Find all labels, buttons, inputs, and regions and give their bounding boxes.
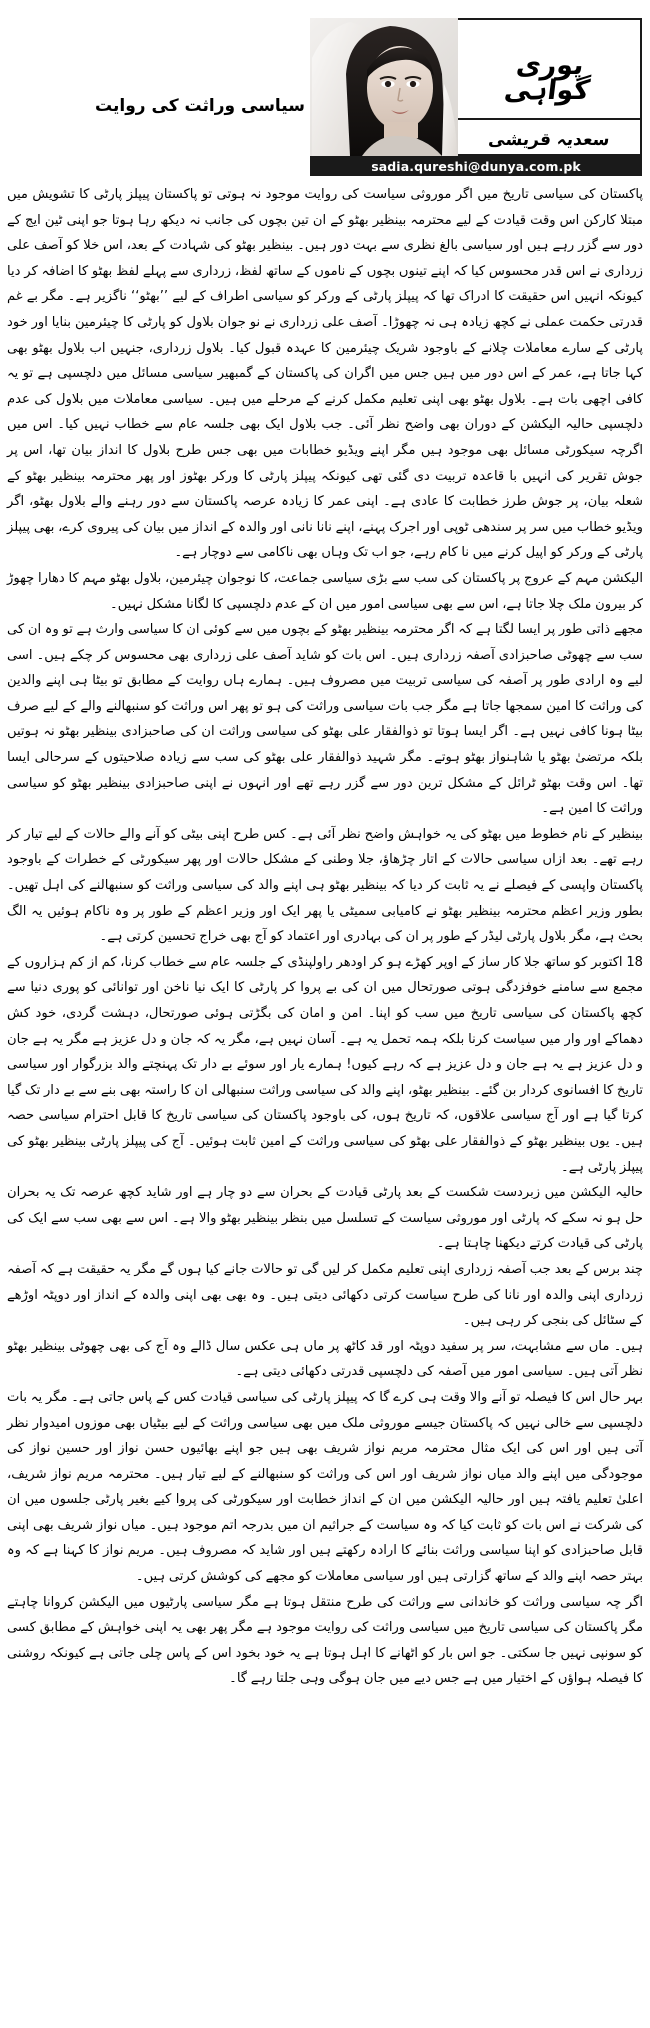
article-paragraph: ہیں۔ ماں سے مشابہت، سر پر سفید دوپٹہ اور قد کاٹھ پر ماں ہی عکس سال ڈالے وہ آج کی بھی چھوٹی بینظیر بھٹو نظر آتی ہیں۔ سیاسی امور میں آصفہ کی دلچسپی قدرتی دکھائی دیتی ہے۔ — [7, 1338, 643, 1380]
masthead-inner — [310, 18, 642, 156]
page-title: سیاسی وراثت کی روایت — [95, 96, 305, 116]
article-paragraph: پاکستان کی سیاسی تاریخ میں اگر موروثی سیاست کی روایت موجود نہ ہوتی تو پاکستان پیپلز پارٹی کا تشویش میں مبتلا کارکن اس وقت قیادت کے لیے محترمہ بینظیر بھٹو کے ان تین بچوں کی جانب نہ دیکھ رہا ہوتا جو اپنی ٹین ایج کے دور سے گزر رہے ہیں اور سیاسی بالغ نظری سے بہت دور ہیں۔ بینظیر بھٹو کی شہادت کے بعد، اس خلا کو آصف علی زرداری نے اس قدر محسوس کیا کہ اپنے تینوں بچوں کے ناموں کے ساتھ لفظ، زرداری سے پہلے لفظ بھٹو کا اضافہ کر دیا کیونکہ انہیں اس حقیقت کا ادراک تھا کہ پیپلز پارٹی کے ورکر کو سیاسی اطراف کے لیے ’’بھٹو‘‘ ناگزیر ہے۔ مگر بے غم قدرتی حکمت عملی نے کچھ زیادہ ہی نہ چھوڑا۔ آصف علی زرداری نے نو جوان بلاول کو پارٹی کا چیئرمین بنایا اور خود پارٹی کے سارے معاملات چلانے کے باوجود شریک چیئرمین کا عہدہ قبول کیا۔ بلاول زرداری، جنہیں اب بلاول بھٹو بھی کہا جاتا ہے، عمر کے اس دور میں ہیں جس میں اگران کی پاکستان کے گمبھیر سیاسی مسائل میں دلچسپی ہے تو یہ کافی اچھی بات ہے۔ بلاول بھٹو بھی اپنی تعلیم مکمل کرنے کے مرحلے میں ہیں۔ سیاسی معاملات میں بلاول کی عدم دلچسپی حالیہ الیکشن کے دوران بھی واضح نظر آئی۔ جب بلاول ایک بھی جلسہ عام سے خطاب نہیں کیا۔ اس میں اگرچہ سیکورٹی مسائل بھی موجود ہیں مگر اپنے ویڈیو خطابات میں بھی جس طرح بلاول کا انداز بیان تھا، اس پر جوش تقریر کی انہیں با قاعدہ تربیت دی گئی تھی کیونکہ پیپلز پارٹی کا ورکر بھٹوز اور پھر محترمہ بینظیر بھٹو کے شعلہ بیان، پر جوش طرز خطابت کا عادی ہے۔ اپنی عمر کا زیادہ عرصہ پاکستان سے دور رہنے والے بلاول بھٹو، اگر ویڈیو خطاب میں سر پر سندھی ٹوپی اور اجرک پہنے، اپنے نانا نانی اور والدہ کے انداز میں بیان کی پیروی کرے، بھی پیپلز پارٹی کے ورکر کو اپیل کرنے میں نا کام رہے، جو اب تک وہاں بھی ناکامی سے دوچار ہے۔ — [7, 187, 643, 561]
column-logo-wordmark — [503, 52, 594, 104]
logo-divider-rule — [458, 118, 640, 120]
column-logo-line-1: پوری — [514, 50, 587, 81]
article-body — [0, 176, 650, 1702]
column-logo-box — [458, 18, 642, 156]
author-name: سعدیہ قریشی — [487, 130, 611, 150]
article-paragraph: چند برس کے بعد جب آصفہ زرداری اپنی تعلیم مکمل کر لیں گی تو حالات جانے کیا ہوں گے مگر یہ حقیقت ہے کہ آصفہ زرداری اپنی والدہ اور نانا کی طرح سیاست کرتی دکھائی دیتی ہیں۔ وہ بھی بھی اپنی والدہ کے انداز اور دوپٹہ اوڑھے کے سٹائل کی بنجی کر رہی ہیں۔ — [7, 1261, 643, 1329]
article-paragraph: حالیہ الیکشن میں زبردست شکست کے بعد پارٹی قیادت کے بحران سے دو چار ہے اور شاید کچھ عرصہ تک یہ بحران حل ہو نہ سکے کہ پارٹی اور موروثی سیاست کے تسلسل میں بنظر بینظیر بھٹو والا ہے۔ اس سے بھی سب سے ایک کی پارٹی کی قیادت کرتے دیکھنا چاہتا ہے۔ — [7, 1185, 643, 1252]
article-header — [0, 0, 650, 176]
column-logo-line-2: گواہی — [503, 74, 592, 106]
author-email-text: sadia.qureshi@dunya.com.pk — [371, 158, 581, 174]
article-paragraph: 18 اکتوبر کو ساتھ جلا کار ساز کے اوپر کھڑے ہو کر اودھر راولپنڈی کے جلسہ عام سے خطاب کرنا، کم از کم ہزاروں کے مجمع سے سامنے خوفزدگی ہوتی صورتحال میں ان کی بے پروا کر پارٹی کا ایک نیا ناخن اور توانائی کو پوری دنیا سے کچھ پاکستان کی سیاسی تاریخ میں سب کو اپنا۔ امن و امان کی بگڑتی ہوئی صورتحال، دہشت گردی، خود کش دھماکے اور وار میں سیاست کرنا بلکہ ہمہ تحمل یہ ہے۔ آسان نہیں ہے، مگر یہ کہ جان و دل عزیز ہے مگر یہ ہے جان و دل عزیز ہے یہ ہے جان و دل عزیز ہے کہ رہے کیوں! ہمارے یار اور سوئے بے دار تک پہنچتے والد بزرگوار اور سیاسی تاریخ کا افسانوی کردار بن گئے۔ بینظیر بھٹو، اپنے والد کی سیاسی وراثت سنبھالی ان کا راستہ بھی بنے سے بے دار تک گیا کرتا گیا ہے اور آج سیاسی علاقوں، کہ تاریخ ہوں، کی باوجود پاکستان کی سیاسی تاریخ کا قابل احترام سیاسی حصہ ہیں۔ یوں بینظیر بھٹو کے ذوالفقار علی بھٹو کی سیاسی وراثت کے امین ثابت ہوئیں۔ آج کی پیپلز پارٹی بینظیر بھٹو کی پیپلز پارٹی ہے۔ — [7, 954, 643, 1175]
article-paragraph: بینظیر کے نام خطوط میں بھٹو کی یہ خواہش واضح نظر آئی ہے۔ کس طرح اپنی بیٹی کو آنے والے حالات کے لیے تیار کر رہے تھے۔ بعد ازاں سیاسی حالات کے اتار چڑھاؤ، جلا وطنی کے مشکل حالات اور پھر سیکورٹی کے خطرات کے باوجود پاکستان واپسی کے فیصلے نے یہ ثابت کر دیا کہ بینظیر بھٹو ہی اپنے والد کی سیاسی وراثت کو سنبھالنے کی اہل تھیں۔ بطور وزیر اعظم محترمہ بینظیر بھٹو نے کامیابی سمیٹی یا پھر ایک اور وزیر اعظم کے طور پر وہ ناکام ہوئیں یہ الگ بحث ہے، مگر بلاول پارٹی لیڈر کے طور پر ان کی بہادری اور اعتماد کو آج بھی خراج تحسین کرتی ہے۔ — [7, 826, 643, 945]
author-email-banner[interactable] — [310, 156, 642, 176]
article-paragraph: مجھے ذاتی طور پر ایسا لگتا ہے کہ اگر محترمہ بینظیر بھٹو کے بچوں میں سے کوئی ان کا سیاسی وارث ہے تو وہ ان کی سب سے چھوٹی صاحبزادی آصفہ زرداری ہیں۔ اس بات کو شاید آصف علی زرداری بھی محسوس کر چکے ہیں۔ اسی لیے وہ ارادی طور پر آصفہ کی سیاسی تربیت میں مصروف ہیں۔ ہمارے ہاں روایت کے مطابق تو بیٹا ہی اپنے والدین کی وراثت کا امین سمجھا جاتا ہے مگر جب بات سیاسی وراثت کی ہو تو پھر اس وراثت کو سنبھالنے والے کے لیے صرف بیٹا ہونا کافی نہیں ہے۔ اگر ایسا ہوتا تو ذوالفقار علی بھٹو کی سیاسی وراثت ان کی صاحبزادی بینظیر بھٹو نہ ہوتیں بلکہ مرتضیٰ بھٹو یا شاہنواز بھٹو ہوتے۔ مگر شہید ذوالفقار علی بھٹو کی سب سے زیادہ صلاحیتوں کے سرحالی ایسا تھا۔ اس وقت بھٹو ٹرائل کے مشکل ترین دور سے گزر رہے تھے اور انہوں نے اپنی صاحبزادی بینظیر بھٹو کو سیاسی وراثت کا امین ہے۔ — [7, 622, 643, 817]
article-paragraph: اگر چہ سیاسی وراثت کو خاندانی سے وراثت کی طرح منتقل ہوتا ہے مگر سیاسی پارٹیوں میں الیکشن کروانا چاہتے مگر پاکستان کی سیاسی تاریخ میں سیاسی وراثت کی روایت موجود ہے مگر پھر بھی یہ اپنی خواہش کے مطابق کسی کو سونپی نہیں جا سکتی۔ جو اس بار کو اٹھانے کا اہل ہوتا ہے یہ خود بخود اس کے پاس چلی جاتی ہے کیونکہ روشنی کا فیصلہ ہواؤں کے اختیار میں ہے جس دیے میں جان ہوگی وہی جلتا رہے گا۔ — [7, 1594, 643, 1687]
column-masthead — [310, 18, 642, 176]
article-paragraph: بہر حال اس کا فیصلہ تو آنے والا وقت ہی کرے گا کہ پیپلز پارٹی کی سیاسی قیادت کس کے پاس جاتی ہے۔ مگر یہ بات دلچسپی سے خالی نہیں کہ پاکستان جیسے موروثی ملک میں بھی سیاسی وراثت کے لیے بیٹیاں بھی موزوں امیدوار نظر آتی ہیں اور اس کی ایک مثال محترمہ مریم نواز شریف بھی ہیں جو اپنے بھائیوں حسن نواز اور حسین نواز کی موجودگی میں اپنے والد میاں نواز شریف اور اس کی وراثت کو سنبھالنے کے لیے تیار ہیں۔ محترمہ مریم نواز شریف، اعلیٰ تعلیم یافتہ ہیں اور حالیہ الیکشن میں ان کے انداز خطابت اور سیکورٹی کی پروا کیے بغیر پارٹی جلسوں میں ان کی شرکت نے اس بات کو ثابت کیا کہ وہ سیاست کے جراثیم ان میں بدرجہ اتم موجود ہیں۔ میاں نواز شریف بھی اپنی قابل صاحبزادی کو اپنا سیاسی وراثت بنائے کا ارادہ رکھتے ہیں اور شاید کہ مصروف ہیں۔ مریم نواز کا کہنا ہے کہ وہ بہتر حصہ اپنے والد کے ساتھ گزارتی ہیں اور سیاسی معاملات کو مجھے کی کوشش کرتی ہیں۔ — [7, 1389, 643, 1585]
article-paragraph: الیکشن مہم کے عروج پر پاکستان کی سب سے بڑی سیاسی جماعت، کا نوجوان چیئرمین، بلاول بھٹو مہم کا دھارا چھوڑ کر بیرون ملک چلا جاتا ہے، اس سے بھی سیاسی امور میں ان کے عدم دلچسپی کا لگانا مشکل نہیں۔ — [7, 570, 643, 612]
author-portrait-photo — [310, 18, 458, 156]
